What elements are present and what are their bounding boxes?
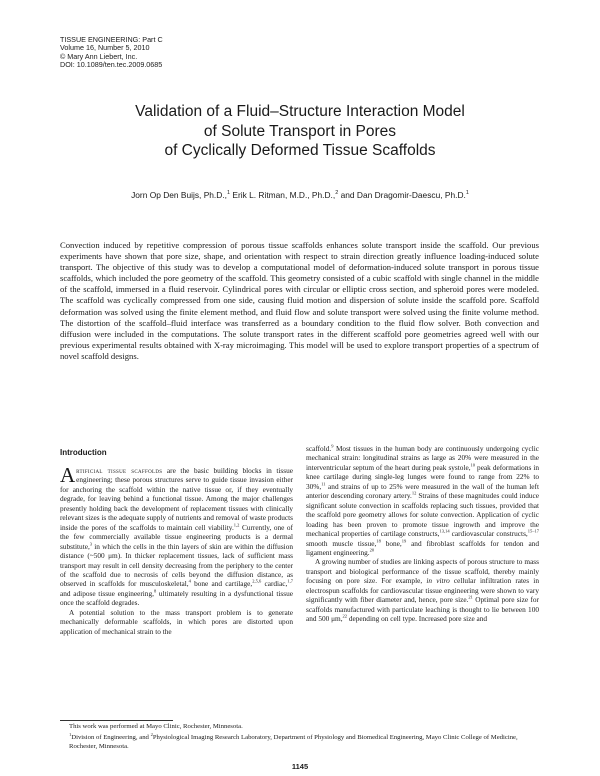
text-run: scaffold. — [306, 444, 332, 453]
paragraph: A potential solution to the mass transport problem is to generate mechanically deformable scaffolds, in which pores are distorted upon application of mechanical strain to the — [60, 607, 293, 636]
author-1: Jorn Op Den Buijs, Ph.D., — [131, 190, 227, 200]
text-run: and fibroblast scaffolds for tendon and ligament engineering. — [306, 538, 539, 557]
text-run: peak deformations in knee cartilage during single-leg lunges were found to range from 22% to 30%, — [306, 462, 539, 491]
drop-cap: A — [60, 463, 76, 487]
paragraph — [306, 557, 539, 623]
page-number: 1145 — [291, 762, 309, 771]
citation[interactable]: 9 — [331, 443, 334, 449]
citation[interactable]: 1,7 — [287, 579, 293, 585]
author-conjunction: and — [340, 190, 355, 200]
journal-doi[interactable]: DOI: 10.1089/ten.tec.2009.0685 — [60, 60, 163, 70]
title-line-2: of Solute Transport in Pores — [203, 122, 397, 140]
journal-copyright: © Mary Ann Liebert, Inc. — [60, 51, 138, 61]
citation[interactable]: 3 — [89, 541, 93, 547]
text-run: Currently, one of the few commercially available tissue engineering products is a dermal substitute, — [60, 522, 293, 551]
citation[interactable]: 2,5,6 — [252, 579, 262, 585]
citation[interactable]: 1,2 — [233, 522, 240, 528]
text-run: and adipose tissue engineering, — [60, 588, 154, 598]
abstract: Convection induced by repetitive compression of porous tissue scaffolds enhances solute transport inside the scaffold. Our previous experiments have shown that pore size, shape, and orientation with respect to strain direction greatly influence loading-induced solute transport. The objective of this study was to develop a computational model of deformation-induced solute transport in porous tissue scaffolds, which included the pore geometry of the scaffold. This geometry consisted of a cubic scaffold with single channel in the middle of the scaffold, immersed in a fluid reservoir. Cylindrical pores with circular or elliptic cross section, and spheroid pores were modeled. The scaffold was cyclically compressed from one side, causing fluid motion and dispersion of solute inside the scaffold pore. Scaffold deformation was solved using the finite element method, and fluid flow and solute transport were solved using the finite volume method. The distortion of the scaffold–fluid interface was transferred as a boundary condition to the fluid flow solver. Both convection and diffusion were included in the computations. The solute transport rates in the different scaffold pore geometries agreed well with our previous experimental results obtained with X-ray microimaging. This model will be used to explore transport properties of a spectrum of novel scaffold designs. — [60, 240, 539, 361]
text-run: A growing number of studies are linking aspects of porous structure to mass transport and biological performance of the tissue scaffold, thereby mainly focusing on pore size. For example, — [306, 557, 539, 586]
title-line-1: Validation of a Fluid–Structure Interaction Model — [135, 103, 465, 120]
text-run: are the basic building blocks in tissue engineering; these porous structures serve to guide tissue invasion either for anchoring the scaffold within the native tissue or, if they eventually degrade, for leaving behind a functional tissue. Among the major challenges presently holding back the development of replacement tissues with clinically relevant sizes is the adequate supply of nutrients and removal of waste products inside the pores of the scaffolds to maintain cell viability. — [60, 466, 293, 532]
affiliation-mark: 2 — [150, 732, 153, 738]
text-run: bone, — [380, 538, 402, 548]
lead-in-smallcaps: rtificial tissue scaffolds — [76, 466, 163, 475]
footnote-divider — [60, 720, 173, 721]
text-run: smooth muscle tissue, — [306, 538, 377, 548]
section-heading-introduction: Introduction — [60, 448, 107, 457]
title-line-3: of Cyclically Deformed Tissue Scaffolds — [164, 142, 436, 159]
citation[interactable]: 15–17 — [527, 528, 539, 534]
text-run: Division of Engineering, and — [71, 734, 151, 742]
text-run: Strains of these magnitudes could induce significant solute convection in scaffolds replacing such tissues, provided that the scaffold pore geometry allows for solute convection. Application of cyclic loading has been proven to promote tissue ingrowth and improve the mechanical properties of cartilage constructs, — [306, 491, 540, 539]
text-run: and strains of up to 25% were measured in the wall of the human left anterior descending coronary artery. — [306, 481, 539, 501]
text-run: in which the cells in the thin layers of skin are within the diffusion distance (~500 μm). In thicker replacement tissues, lack of sufficient mass transport may result in cell density decreasing from the periphery to the center of the scaffold due to necrosis of cells beyond the diffusion distance, as observed in scaffolds for musculoskeletal, — [60, 541, 293, 589]
citation[interactable]: 22 — [342, 613, 348, 619]
text-run: ultimately resulting in a dysfunctional tissue once the scaffold degrades. — [60, 588, 293, 608]
citation[interactable]: 18 — [376, 538, 381, 544]
author-list — [60, 190, 540, 200]
citation[interactable]: 10 — [470, 462, 476, 468]
journal-info — [60, 36, 163, 70]
footnote-affiliations — [60, 731, 540, 751]
text-run: cardiovascular constructs, — [449, 529, 528, 539]
right-column — [306, 444, 539, 624]
affiliation-mark: 1 — [226, 190, 231, 197]
text-run: cardiac, — [261, 579, 288, 589]
affiliation-mark: 1 — [69, 732, 72, 738]
citation[interactable]: 11 — [321, 481, 326, 487]
footnotes — [60, 723, 540, 751]
journal-name: TISSUE ENGINEERING: Part C — [60, 35, 163, 44]
paragraph — [60, 463, 293, 608]
affiliation-mark: 1 — [465, 190, 469, 197]
citation[interactable]: 8 — [153, 588, 157, 594]
citation[interactable]: 4 — [188, 579, 191, 585]
affiliation-mark: 2 — [335, 190, 339, 197]
author-3: Dan Dragomir-Daescu, Ph.D. — [356, 190, 466, 200]
citation[interactable]: 12 — [411, 490, 417, 496]
journal-volume: Volume 16, Number 5, 2010 — [60, 43, 150, 53]
paragraph — [306, 444, 539, 557]
text-run: bone and cartilage, — [190, 579, 253, 589]
footnote-funding: This work was performed at Mayo Clinic, Rochester, Minnesota. — [69, 723, 243, 730]
text-run: Optimal pore size for scaffolds manufactured with particulate leaching is thought to lie between 100 and 500 μm, — [306, 595, 539, 624]
citation[interactable]: 13,14 — [439, 528, 450, 534]
citation[interactable]: 21 — [468, 594, 473, 600]
article-title — [60, 102, 540, 161]
text-run: depending on cell type. Increased pore size and — [347, 614, 488, 624]
text-run: Physiological Imaging Research Laboratory, Department of Physiology and Biomedical Engineering, Mayo Clinic College of Medicine, Rochester, Minnesota. — [69, 734, 518, 751]
text-run: Most tissues in the human body are continuously undergoing cyclic mechanical strain: longitudinal strains as large as 20% were measured in the interventricular septum of the heart during peak systole, — [306, 444, 539, 472]
author-2: Erik L. Ritman, M.D., Ph.D., — [232, 190, 336, 200]
italic-term: in vitro — [426, 576, 450, 586]
left-column — [60, 463, 293, 636]
citation[interactable]: 20 — [369, 547, 375, 553]
text-run: cellular infiltration rates in electrospun scaffolds for cardiovascular tissue engineering were shown to vary significantly with fiber diameter and, hence, pore size. — [306, 576, 539, 605]
citation[interactable]: 19 — [401, 538, 407, 544]
